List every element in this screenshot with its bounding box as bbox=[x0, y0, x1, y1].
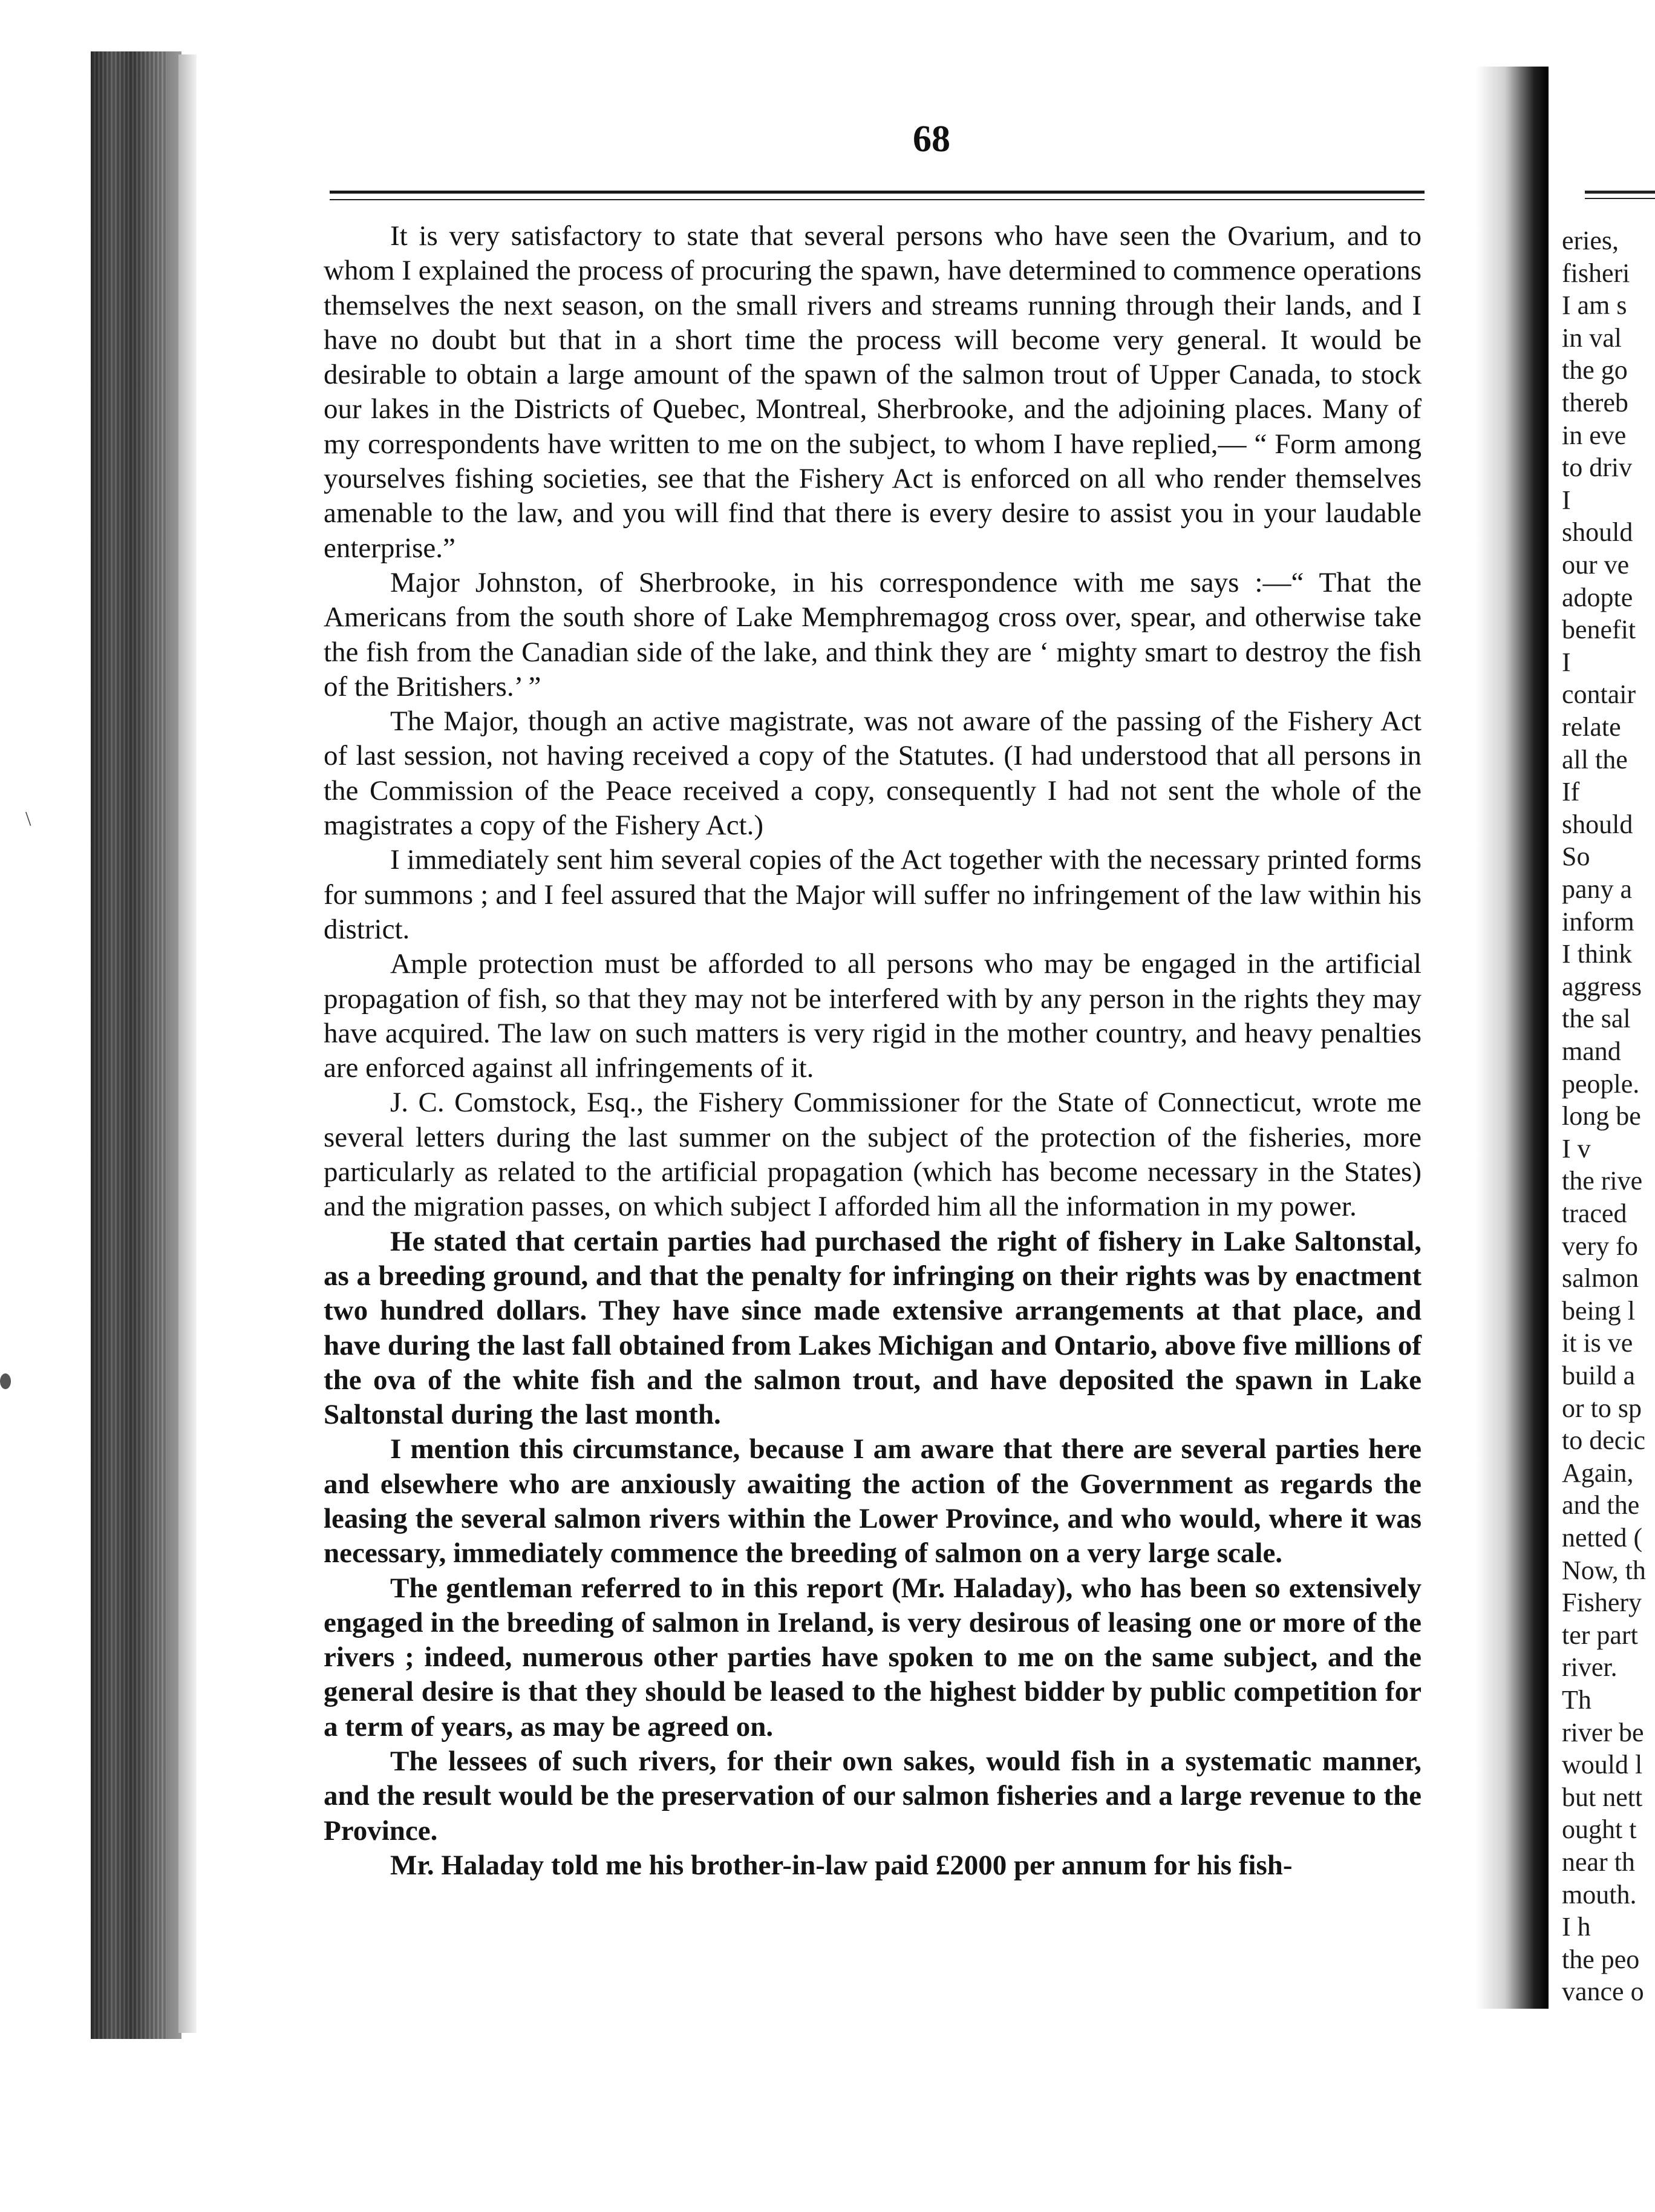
facing-line: Fishery bbox=[1562, 1588, 1642, 1618]
facing-line: fisheri bbox=[1562, 258, 1630, 288]
facing-line: and the bbox=[1562, 1490, 1640, 1520]
facing-line: the rive bbox=[1562, 1166, 1643, 1196]
facing-line: river be bbox=[1562, 1717, 1644, 1747]
paragraph: It is very satisfactory to state that several persons who have seen the Ovarium, and to whom I explained the process of procuring the spawn, have determined to commence operations themselves the next season, on the small rivers and streams running through their lands, and I have no doubt but that in a short time the process will become very general. It would be desirable to obtain a large amount of the spawn of the salmon trout of Upper Canada, to stock our lakes in the Districts of Quebec, Montreal, Sherbrooke, and the adjoining places. Many of my correspondents have written to me on the subject, to whom I have replied,— “ Form among yourselves fishing societies, see that the Fishery Act is enforced on all who render themselves amenable to the law, and you will find that there is every desire to assist you in your laudable enterprise.” bbox=[324, 220, 1422, 564]
page-text bbox=[324, 219, 1422, 1883]
book-page-edge-lines bbox=[94, 51, 166, 2039]
facing-line: I v bbox=[1562, 1133, 1591, 1163]
facing-line: in eve bbox=[1562, 420, 1627, 450]
facing-line: salmon bbox=[1562, 1263, 1639, 1294]
facing-line: long be bbox=[1562, 1101, 1641, 1131]
facing-line: should bbox=[1562, 517, 1633, 548]
facing-line: benefit bbox=[1562, 615, 1636, 645]
facing-line: near th bbox=[1562, 1847, 1635, 1877]
facing-line: adopte bbox=[1562, 582, 1633, 612]
paragraph: I immediately sent him several copies of the Act together with the necessary printed forms for summons ; and I feel assured that the Major will suffer no infringement of the law within his district. bbox=[324, 844, 1422, 945]
facing-line: I bbox=[1562, 647, 1571, 677]
facing-line: I think bbox=[1562, 939, 1633, 969]
facing-line: Now, th bbox=[1562, 1555, 1646, 1585]
facing-line: our ve bbox=[1562, 550, 1630, 580]
facing-line: traced bbox=[1562, 1199, 1627, 1228]
facing-line: it is ve bbox=[1562, 1328, 1633, 1358]
facing-line: should bbox=[1562, 809, 1633, 839]
facing-line: people. bbox=[1562, 1068, 1640, 1099]
facing-line: the peo bbox=[1562, 1944, 1640, 1974]
facing-line: to driv bbox=[1562, 453, 1633, 483]
facing-line: very fo bbox=[1562, 1231, 1638, 1261]
scan-mark-dot bbox=[0, 1373, 11, 1389]
facing-line: Th bbox=[1562, 1685, 1591, 1715]
facing-page bbox=[1549, 67, 1655, 2009]
facing-line: thereb bbox=[1562, 388, 1628, 417]
facing-line: but nett bbox=[1562, 1782, 1643, 1812]
facing-line: If bbox=[1562, 777, 1580, 807]
facing-line: vance o bbox=[1562, 1977, 1644, 2007]
facing-line: the go bbox=[1562, 355, 1628, 385]
paragraph: The gentleman referred to in this report (Mr. Haladay), who has been so extensively engaged in the breeding of salmon in Ireland, is very desirous of leasing one or more of the rivers ; indeed, numerous other parties have spoken to me on the same subject, and the general desire is that they should be leased to the highest bidder by public competition for a term of years, as may be agreed on. bbox=[324, 1572, 1422, 1742]
facing-line: or to sp bbox=[1562, 1393, 1642, 1423]
facing-line: the sal bbox=[1562, 1004, 1631, 1034]
facing-line: to decic bbox=[1562, 1425, 1646, 1456]
facing-line: contair bbox=[1562, 679, 1636, 710]
facing-line: relate bbox=[1562, 712, 1621, 742]
facing-line: ought t bbox=[1562, 1814, 1637, 1845]
facing-line: inform bbox=[1562, 906, 1634, 937]
facing-line: I bbox=[1562, 485, 1571, 515]
facing-line: I h bbox=[1562, 1912, 1591, 1942]
facing-line: mand bbox=[1562, 1036, 1621, 1066]
facing-line: I am s bbox=[1562, 290, 1627, 321]
facing-line: ter part bbox=[1562, 1620, 1638, 1650]
scan-mark: \ bbox=[25, 808, 31, 830]
facing-line: would l bbox=[1562, 1750, 1643, 1780]
facing-line: mouth. bbox=[1562, 1879, 1637, 1909]
facing-line: in val bbox=[1562, 322, 1622, 353]
facing-line: So bbox=[1562, 842, 1590, 872]
facing-line: Again, bbox=[1562, 1458, 1634, 1488]
book-page bbox=[188, 54, 1476, 2033]
paragraph: Major Johnston, of Sherbrooke, in his correspondence with me says :—“ That the Americans from the south shore of Lake Memphremagog cross over, spear, and otherwise take the fish from the Canadian side of the lake, and think they are ‘ mighty smart to destroy the fish of the Britishers.’ ” bbox=[324, 566, 1422, 702]
paragraph: J. C. Comstock, Esq., the Fishery Commissioner for the State of Connecticut, wrote me several letters during the last summer on the subject of the protection of the fisheries, more particularly as related to the artificial propagation (which has become necessary in the States) and the migration passes, on which subject I afforded him all the information in my power. bbox=[324, 1087, 1422, 1223]
header-rule bbox=[330, 191, 1425, 200]
facing-line: build a bbox=[1562, 1361, 1635, 1390]
paragraph: Ample protection must be afforded to all persons who may be engaged in the artificial propagation of fish, so that they may not be interfered with by any person in the rights they may have acquired. The law on such matters is very rigid in the mother country, and heavy penalties are enforced against all infringements of it. bbox=[324, 948, 1422, 1084]
facing-line: river. bbox=[1562, 1652, 1617, 1683]
facing-line: all the bbox=[1562, 744, 1628, 774]
facing-line: eries, bbox=[1562, 226, 1619, 255]
facing-header-rule bbox=[1585, 191, 1655, 199]
page-number: 68 bbox=[913, 119, 950, 160]
paragraph: I mention this circumstance, because I am aware that there are several parties here and elsewhere who are anxiously awaiting the action of the Government as regards the leasing the several salmon rivers within the Lower Province, and who would, where it was necessary, immediately commence the breeding of salmon on a very large scale. bbox=[324, 1433, 1422, 1569]
facing-line: being l bbox=[1562, 1295, 1635, 1326]
paragraph: The lessees of such rivers, for their own sakes, would fish in a systematic manner, and the result would be the preservation of our salmon fisheries and a large revenue to the Province. bbox=[324, 1746, 1422, 1847]
paragraph: The Major, though an active magistrate, was not aware of the passing of the Fishery Act of last session, not having received a copy of the Statutes. (I had understood that all persons in the Commission of the Peace received a copy, consequently I had not sent the whole of the magistrates a copy of the Fishery Act.) bbox=[324, 705, 1422, 842]
paragraph: He stated that certain parties had purchased the right of fishery in Lake Saltonstal, as a breeding ground, and that the penalty for infringing on their rights was by enactment two hundred dollars. They have since made extensive arrangements at that place, and have during the last fall obtained from Lakes Michigan and Ontario, above five millions of the ova of the white fish and the salmon trout, and have deposited the spawn in Lake Saltonstal during the last month. bbox=[324, 1225, 1422, 1431]
facing-line: pany a bbox=[1562, 874, 1633, 904]
facing-line: netted ( bbox=[1562, 1523, 1643, 1553]
paragraph: Mr. Haladay told me his brother-in-law paid £2000 per annum for his fish- bbox=[390, 1849, 1293, 1881]
facing-line: aggress bbox=[1562, 971, 1642, 1001]
book-gutter bbox=[1476, 67, 1549, 2009]
